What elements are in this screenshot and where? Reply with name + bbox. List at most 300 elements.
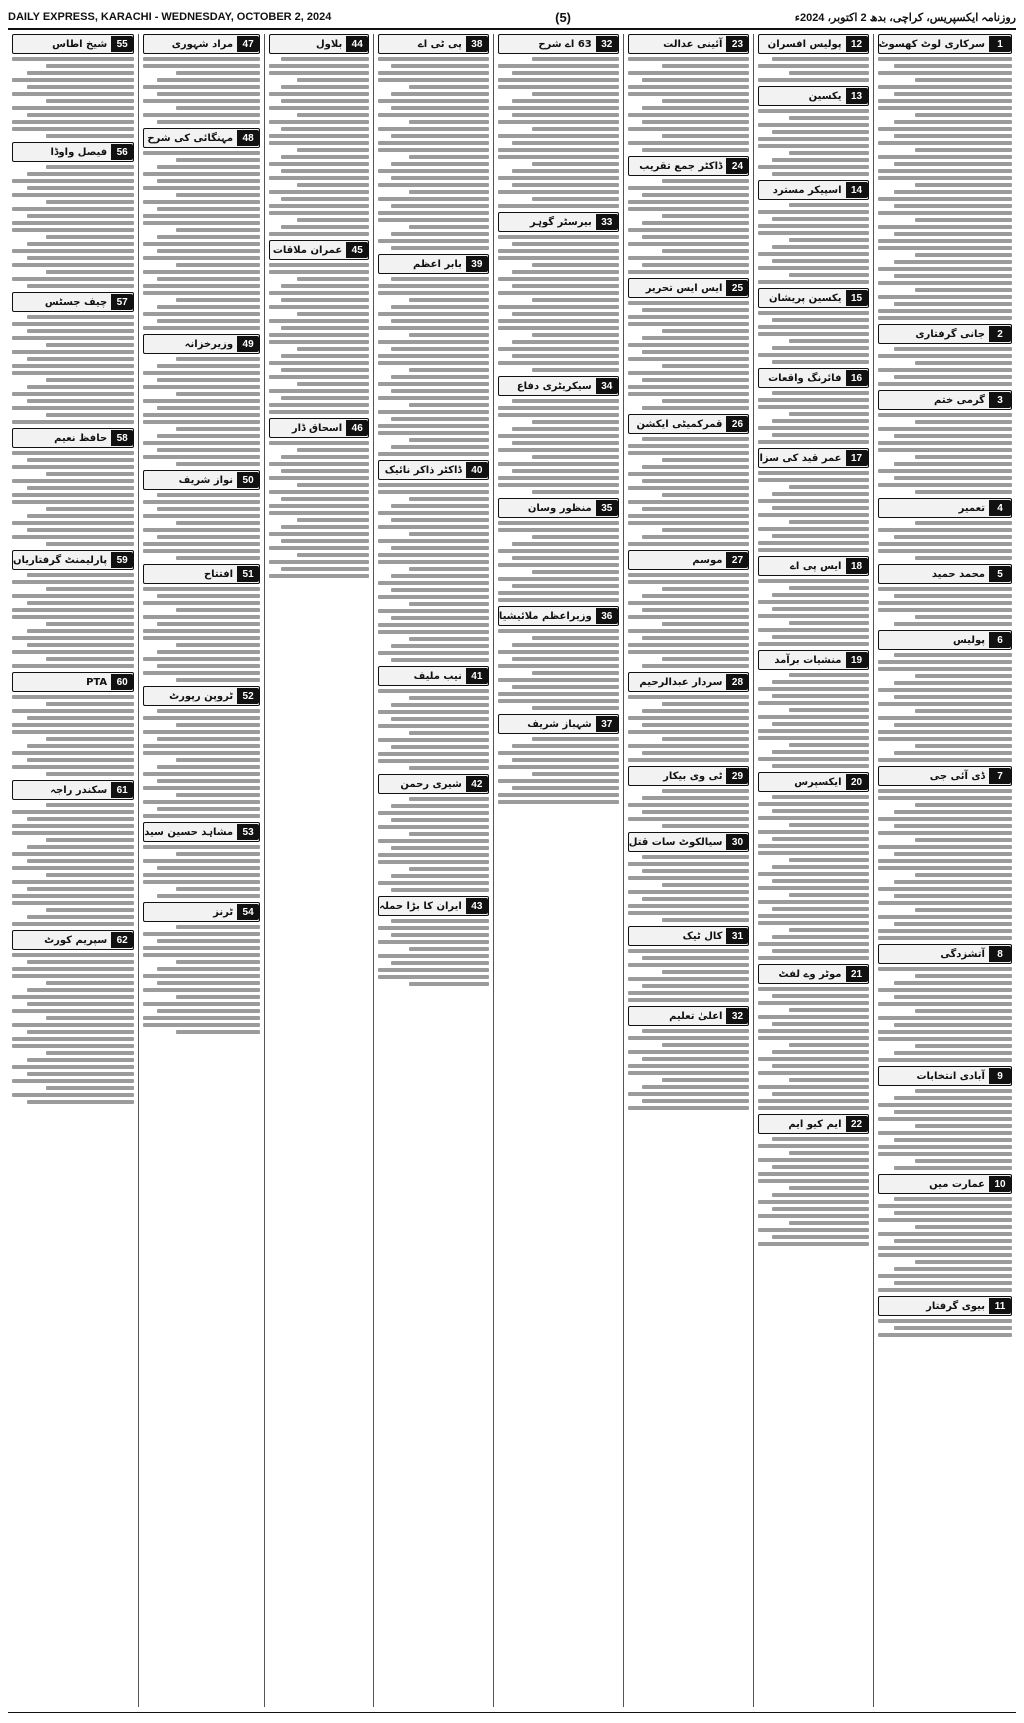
story-number-badge: 30 <box>726 834 748 850</box>
body-text-line <box>46 343 134 347</box>
body-text-line <box>789 1151 868 1155</box>
body-text-line <box>12 831 134 835</box>
story-header <box>269 34 369 54</box>
body-text-line <box>512 584 618 588</box>
body-text-line <box>628 514 750 518</box>
body-text-line <box>176 298 260 302</box>
body-text-line <box>878 354 1013 358</box>
story-header <box>758 556 868 576</box>
body-text-line <box>628 451 750 455</box>
body-text-line <box>878 141 1013 145</box>
news-story <box>758 288 868 364</box>
body-text-line <box>498 800 619 804</box>
body-text-line <box>27 256 135 260</box>
body-text-line <box>378 197 489 201</box>
body-text-line <box>758 109 868 113</box>
body-text-line <box>789 673 868 677</box>
body-text-line <box>12 1009 134 1013</box>
body-text-line <box>915 218 1012 222</box>
story-number-badge: 53 <box>237 824 259 840</box>
body-text-line <box>915 420 1012 424</box>
body-text-line <box>378 539 489 543</box>
body-text-line <box>143 636 260 640</box>
body-text-line <box>12 995 134 999</box>
body-text-line <box>269 263 369 267</box>
story-title: PTA <box>86 676 108 688</box>
story-number-badge: 12 <box>846 36 868 52</box>
story-number-badge: 25 <box>726 280 748 296</box>
story-number-badge: 5 <box>989 566 1011 582</box>
body-text-line <box>498 204 619 208</box>
body-text-line <box>378 553 489 557</box>
body-text-line <box>772 809 869 813</box>
body-text-line <box>281 99 369 103</box>
body-text-line <box>157 894 260 898</box>
body-text-line <box>409 190 489 194</box>
body-text-line <box>628 242 750 246</box>
body-text-line <box>12 810 134 814</box>
story-header <box>628 766 750 786</box>
body-text-line <box>269 375 369 379</box>
body-text-line <box>628 876 750 880</box>
body-text-line <box>642 1029 749 1033</box>
body-text-line <box>878 1288 1013 1292</box>
news-column <box>623 34 754 1707</box>
story-number-badge: 45 <box>346 242 368 258</box>
body-text-line <box>772 994 869 998</box>
story-number-badge: 17 <box>846 450 868 466</box>
body-text-line <box>12 594 134 598</box>
body-text-line <box>157 981 260 985</box>
body-text-line <box>391 375 488 379</box>
story-header <box>878 324 1013 344</box>
body-text-line <box>894 1211 1012 1215</box>
body-text-line <box>157 305 260 309</box>
story-number-badge: 28 <box>726 674 748 690</box>
body-text-line <box>157 594 260 598</box>
body-text-line <box>628 1036 750 1040</box>
story-title: اسحاق ڈار <box>291 422 343 434</box>
body-text-line <box>772 245 869 249</box>
body-text-line <box>628 113 750 117</box>
body-text-line <box>143 151 260 155</box>
body-text-line <box>27 284 135 288</box>
body-text-line <box>894 810 1012 814</box>
body-text-line <box>46 981 134 985</box>
story-header <box>498 498 619 518</box>
story-header <box>758 772 868 792</box>
story-number-badge: 48 <box>237 130 259 146</box>
story-number-badge: 49 <box>237 336 259 352</box>
body-text-line <box>894 375 1012 379</box>
body-text-line <box>378 410 489 414</box>
body-text-line <box>391 804 488 808</box>
story-header <box>628 672 750 692</box>
body-text-line <box>628 949 750 953</box>
news-story <box>378 666 489 770</box>
body-text-line <box>772 837 869 841</box>
body-text-line <box>12 608 134 612</box>
body-text-line <box>878 197 1013 201</box>
body-text-line <box>46 64 134 68</box>
body-text-line <box>628 343 750 347</box>
body-text-line <box>498 277 619 281</box>
body-text-line <box>12 922 134 926</box>
body-text-line <box>176 392 260 396</box>
body-text-line <box>758 600 868 604</box>
body-text-line <box>391 919 488 923</box>
body-text-line <box>532 368 619 372</box>
body-text-line <box>662 399 750 403</box>
body-text-line <box>772 172 869 176</box>
body-text-line <box>409 85 489 89</box>
body-text-line <box>772 217 869 221</box>
body-text-line <box>915 78 1012 82</box>
body-text-line <box>409 602 489 606</box>
news-column <box>264 34 373 1707</box>
story-number-badge: 62 <box>111 932 133 948</box>
body-text-line <box>915 455 1012 459</box>
story-number-badge: 55 <box>111 36 133 52</box>
body-text-line <box>894 1023 1012 1027</box>
body-text-line <box>391 204 488 208</box>
body-text-line <box>391 445 488 449</box>
body-text-line <box>758 1015 868 1019</box>
body-text-line <box>758 266 868 270</box>
body-text-line <box>894 653 1012 657</box>
body-text-line <box>297 78 369 82</box>
body-text-line <box>143 845 260 849</box>
body-text-line <box>391 92 488 96</box>
body-text-line <box>758 729 868 733</box>
body-text-line <box>662 134 750 138</box>
story-header <box>758 180 868 200</box>
body-text-line <box>789 1078 868 1082</box>
body-text-line <box>772 1022 869 1026</box>
body-text-line <box>772 419 869 423</box>
body-text-line <box>12 1079 134 1083</box>
body-text-line <box>894 476 1012 480</box>
news-story <box>878 1296 1013 1337</box>
body-text-line <box>143 932 260 936</box>
body-text-line <box>12 824 134 828</box>
body-text-line <box>758 921 868 925</box>
body-text-line <box>378 218 489 222</box>
body-text-line <box>498 235 619 239</box>
body-text-line <box>143 751 260 755</box>
body-text-line <box>378 183 489 187</box>
news-story <box>758 964 868 1110</box>
body-text-line <box>758 579 868 583</box>
news-story <box>12 142 134 288</box>
story-header <box>269 240 369 260</box>
body-text-line <box>628 580 750 584</box>
body-text-line <box>628 695 750 699</box>
body-text-line <box>409 403 489 407</box>
news-story <box>878 564 1013 626</box>
body-text-line <box>12 92 134 96</box>
body-text-line <box>772 158 869 162</box>
body-text-line <box>878 608 1013 612</box>
news-story <box>498 498 619 602</box>
body-text-line <box>46 99 134 103</box>
body-text-line <box>12 392 134 396</box>
body-text-line <box>498 699 619 703</box>
story-header <box>378 34 489 54</box>
body-text-line <box>758 802 868 806</box>
body-text-line <box>27 486 135 490</box>
body-text-line <box>143 587 260 591</box>
body-text-line <box>772 346 869 350</box>
story-title: سردار عبدالرحیم <box>639 676 723 688</box>
story-header <box>628 278 750 298</box>
body-text-line <box>498 249 619 253</box>
body-text-line <box>143 601 260 605</box>
body-text-line <box>409 438 489 442</box>
news-story <box>269 240 369 414</box>
body-text-line <box>157 179 260 183</box>
news-story <box>628 766 750 828</box>
body-text-line <box>378 382 489 386</box>
story-header <box>878 766 1013 786</box>
body-text-line <box>758 325 868 329</box>
body-text-line <box>628 315 750 319</box>
body-text-line <box>894 1138 1012 1142</box>
news-story <box>628 414 750 546</box>
body-text-line <box>772 1193 869 1197</box>
body-text-line <box>894 1197 1012 1201</box>
body-text-line <box>894 535 1012 539</box>
body-text-line <box>758 499 868 503</box>
body-text-line <box>378 581 489 585</box>
body-text-line <box>894 695 1012 699</box>
body-text-line <box>915 674 1012 678</box>
story-title: سپریم کورٹ <box>44 934 108 946</box>
body-text-line <box>758 1099 868 1103</box>
body-text-line <box>281 326 369 330</box>
body-text-line <box>512 270 618 274</box>
body-text-line <box>894 594 1012 598</box>
body-text-line <box>878 448 1013 452</box>
body-text-line <box>391 616 488 620</box>
news-story <box>758 368 868 444</box>
body-text-line <box>894 622 1012 626</box>
story-title: آئینی عدالت <box>663 38 723 50</box>
body-text-line <box>642 336 749 340</box>
body-text-line <box>662 622 750 626</box>
news-story <box>143 34 260 124</box>
news-story <box>758 86 868 176</box>
news-story <box>378 460 489 662</box>
body-text-line <box>642 235 749 239</box>
body-text-line <box>27 915 135 919</box>
body-text-line <box>894 995 1012 999</box>
story-title: بابر اعظم <box>413 258 462 270</box>
body-text-line <box>642 120 749 124</box>
body-text-line <box>772 259 869 263</box>
story-title: اسپیکر مسترد <box>772 184 842 196</box>
body-text-line <box>12 263 134 267</box>
body-text-line <box>512 183 618 187</box>
body-text-line <box>143 730 260 734</box>
story-title: جانی گرفتاری <box>915 328 985 340</box>
body-text-line <box>143 113 260 117</box>
story-title: منشیات برآمد <box>774 654 842 666</box>
body-text-line <box>662 329 750 333</box>
news-story <box>12 428 134 546</box>
news-story <box>12 292 134 424</box>
body-text-line <box>157 277 260 281</box>
body-text-line <box>27 85 135 89</box>
story-header <box>498 212 619 232</box>
body-text-line <box>878 85 1013 89</box>
body-text-line <box>176 960 260 964</box>
body-text-line <box>378 752 489 756</box>
body-text-line <box>378 759 489 763</box>
body-text-line <box>498 577 619 581</box>
body-text-line <box>915 361 1012 365</box>
story-number-badge: 42 <box>466 776 488 792</box>
body-text-line <box>391 658 488 662</box>
story-title: فیصل واوڈا <box>50 146 108 158</box>
story-title: وزیرخزانہ <box>184 338 234 350</box>
story-header <box>12 34 134 54</box>
body-text-line <box>176 887 260 891</box>
story-header <box>758 368 868 388</box>
story-number-badge: 38 <box>466 36 488 52</box>
body-text-line <box>378 312 489 316</box>
body-text-line <box>628 542 750 546</box>
news-story <box>628 1006 750 1110</box>
body-text-line <box>772 534 869 538</box>
news-story <box>498 376 619 494</box>
body-text-line <box>758 165 868 169</box>
body-text-line <box>409 567 489 571</box>
news-story <box>378 896 489 986</box>
body-text-line <box>269 546 369 550</box>
story-number-badge: 15 <box>846 290 868 306</box>
body-text-line <box>789 520 868 524</box>
story-number-badge: 20 <box>846 774 868 790</box>
body-text-line <box>878 267 1013 271</box>
story-number-badge: 56 <box>111 144 133 160</box>
body-text-line <box>143 671 260 675</box>
body-text-line <box>46 413 134 417</box>
body-text-line <box>758 628 868 632</box>
body-text-line <box>12 730 134 734</box>
body-text-line <box>878 702 1013 706</box>
body-text-line <box>512 141 618 145</box>
body-text-line <box>878 309 1013 313</box>
body-text-line <box>12 695 134 699</box>
body-text-line <box>894 852 1012 856</box>
body-text-line <box>391 389 488 393</box>
body-text-line <box>391 176 488 180</box>
body-text-line <box>391 134 488 138</box>
body-text-line <box>12 751 134 755</box>
body-text-line <box>27 528 135 532</box>
body-text-line <box>143 85 260 89</box>
body-text-line <box>662 1043 750 1047</box>
story-header <box>378 666 489 686</box>
body-text-line <box>894 981 1012 985</box>
body-text-line <box>642 723 749 727</box>
body-text-line <box>12 521 134 525</box>
story-header <box>878 564 1013 584</box>
story-number-badge: 18 <box>846 558 868 574</box>
body-text-line <box>498 361 619 365</box>
body-text-line <box>878 1218 1013 1222</box>
story-header <box>878 34 1013 54</box>
body-text-line <box>378 239 489 243</box>
body-text-line <box>915 556 1012 560</box>
body-text-line <box>915 183 1012 187</box>
story-number-badge: 41 <box>466 668 488 684</box>
body-text-line <box>176 71 260 75</box>
body-text-line <box>269 134 369 138</box>
body-text-line <box>662 587 750 591</box>
body-text-line <box>628 911 750 915</box>
body-text-line <box>27 399 135 403</box>
story-title: کال ٹیک <box>682 930 723 942</box>
body-text-line <box>269 120 369 124</box>
body-text-line <box>628 1071 750 1075</box>
body-text-line <box>378 724 489 728</box>
body-text-line <box>772 593 869 597</box>
body-text-line <box>878 295 1013 299</box>
body-text-line <box>498 664 619 668</box>
body-text-line <box>143 256 260 260</box>
body-text-line <box>378 595 489 599</box>
body-text-line <box>269 389 369 393</box>
body-text-line <box>27 172 135 176</box>
story-title: ایکسپرس <box>794 776 842 788</box>
body-text-line <box>878 211 1013 215</box>
body-text-line <box>409 120 489 124</box>
story-header <box>628 926 750 946</box>
body-text-line <box>878 831 1013 835</box>
body-text-line <box>297 148 369 152</box>
body-text-line <box>176 793 260 797</box>
body-text-line <box>878 929 1013 933</box>
body-text-line <box>789 203 868 207</box>
body-text-line <box>391 232 488 236</box>
story-title: تعمیر <box>958 502 985 514</box>
body-text-line <box>894 922 1012 926</box>
body-text-line <box>498 591 619 595</box>
body-text-line <box>176 608 260 612</box>
news-story <box>143 334 260 466</box>
body-text-line <box>157 249 260 253</box>
news-story <box>628 278 750 410</box>
body-text-line <box>772 1064 869 1068</box>
body-text-line <box>157 939 260 943</box>
body-text-line <box>878 1152 1013 1156</box>
story-title: مراد شہوری <box>171 38 234 50</box>
body-text-line <box>27 1058 135 1062</box>
body-text-line <box>628 392 750 396</box>
body-text-line <box>378 738 489 742</box>
masthead-date-urdu: روزنامہ ایکسپریس، کراچی، بدھ 2 اکتوبر، 2024ء <box>794 11 1016 24</box>
body-text-line <box>878 382 1013 386</box>
body-text-line <box>915 1089 1012 1093</box>
news-story <box>758 448 868 552</box>
body-text-line <box>409 298 489 302</box>
body-text-line <box>758 886 868 890</box>
news-story <box>143 564 260 682</box>
story-header <box>143 34 260 54</box>
body-text-line <box>176 1030 260 1034</box>
